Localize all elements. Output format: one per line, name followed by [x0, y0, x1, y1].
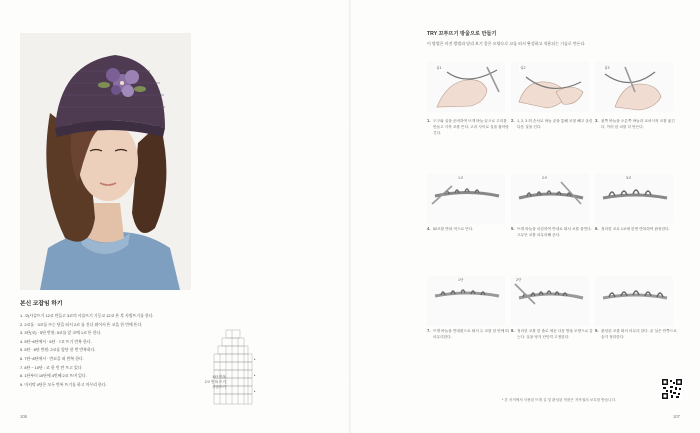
step-description: 1, 2, 3 의 순서로 바늘 끝을 통해 코를 빼고 올린 다음 실을 건다. — [517, 119, 593, 130]
stitch-illustration — [427, 276, 505, 326]
step-number: 9. — [595, 328, 599, 333]
model-photo — [20, 33, 191, 290]
step-card — [595, 276, 673, 326]
step-description: 정리한 코로 1코에 한번 반복하여 완성한다. — [601, 227, 670, 231]
step-item: 3. 3단(코) · 5단 반원: 5코를 앞 코에 1코 뜬 한다. — [20, 330, 102, 336]
step-description: 왼쪽 바늘을 오른쪽 바늘과 교차시켜 코를 옮긴다. 이어 한 코를 더 만든다. — [601, 119, 675, 130]
step-description: 완성된 코를 떠서 마무리 한다. 끝 실은 안쪽으로 숨겨 정리한다. — [601, 329, 677, 340]
step-description: 도구와 실을 준비하여 뜨개 바늘 끝으로 고리를 만들고 시작 코를 뜬다. 고리 사이로 실을 잡아당긴다. — [433, 119, 509, 136]
step-number: 8. — [511, 328, 515, 333]
stitch-illustration — [595, 174, 673, 224]
step-item: 4. 5단~6단에서 · 6단 · 7코 뜨기 반복 한다. — [20, 338, 92, 344]
illus-tag: 실1 — [436, 66, 442, 70]
svg-text:▸: ▸ — [254, 357, 256, 361]
step-description: 정리한 코를 한 줄로 세운 다음 방울 모양으로 감는다. 실을 당겨 단단히 고정한다. — [517, 329, 593, 340]
right-title: TRY 꼬투뜨기 방울으로 만들기 — [427, 31, 497, 37]
step-number: 4. — [427, 226, 431, 231]
step-number: 1. — [427, 118, 431, 123]
step-card — [511, 276, 589, 326]
chart-caption: 8단 반복 2코 반복 뜨기 사슬뜨기 — [204, 375, 226, 389]
left-instructions — [20, 298, 220, 389]
hand-illustration — [595, 62, 673, 112]
qr-code-icon[interactable] — [661, 378, 683, 400]
right-intro: 이 방법은 이전 방법과 달리 보기 좋은 모양으로 코를 떠서 완성하고 적용되는 기술로 만든다. — [427, 41, 586, 46]
illus-tag: 실2 — [520, 66, 526, 70]
step-card — [595, 62, 673, 112]
illus-tag: 1단 — [458, 278, 464, 282]
knitting-chart — [204, 328, 270, 408]
step-card — [511, 174, 589, 224]
illus-tag: 3코 — [626, 176, 632, 180]
illus-tag: 2코 — [542, 176, 548, 180]
chart-grid — [204, 328, 270, 408]
stitch-illustration — [595, 276, 673, 326]
step-card — [427, 174, 505, 224]
step-item: 1. 코(사슬뜨기 12코 만들고 3코의 사슬뜨기 기둥코 12코 뜬 후 사방뜨기를 한다. — [20, 313, 154, 318]
svg-text:▸: ▸ — [254, 373, 256, 377]
stitch-illustration — [427, 174, 505, 224]
step-item: 8. 1단부터 10단에 4번째 2코 뜨며 있다. — [20, 373, 87, 379]
step-item: 9. 마지막 4단은 모두 반복 뜨기를 하고 마무리 한다. — [20, 381, 107, 387]
illus-tag: 실3 — [604, 66, 610, 70]
hand-illustration — [511, 62, 589, 112]
step-list — [20, 312, 220, 389]
step-item: 2. 2코를 · 3코를 뜨는 단을 떠서 2코 를 건너 뛰어서 뜬 코을 한 번에 뜬다. — [20, 321, 143, 327]
step-number: 6. — [595, 226, 599, 231]
step-item: 6. 7단~8단에서 · 반코을 떠 반복 한다. — [20, 355, 84, 361]
illus-tag: 2단 — [516, 278, 522, 282]
step-card — [427, 276, 505, 326]
step-item: 5. 5단 · 6단 반원: 2코를 앞단 한 번 반복하다. — [20, 347, 96, 353]
page-gutter — [349, 0, 351, 433]
step-item: 7. 8단 ~ 10단 : 코 한 빈 반 뜨고 있다. — [20, 364, 83, 370]
step-description: 뜨개 바늘을 반대편으로 떠서 두 코를 한 번에 떠 마무리한다. — [433, 329, 509, 340]
step-number: 2. — [511, 118, 515, 123]
stitch-illustration — [511, 174, 589, 224]
step-description: 뜨개 바늘을 마감하여 반대로 떠서 코를 줄인다. 고무단 코를 마무리해 준다. — [517, 227, 592, 238]
step-number: 7. — [427, 328, 431, 333]
hand-illustration — [427, 62, 505, 112]
step-card — [511, 62, 589, 112]
step-card — [427, 62, 505, 112]
step-description: 52코를 반복 적으로 뜬다. — [433, 227, 474, 231]
right-header — [427, 30, 667, 47]
step-number: 3. — [595, 118, 599, 123]
footnote: * 본 서적에서 사용된 뜨개 실 및 완성된 작품은 저작권의 보호를 받습니다. — [502, 398, 617, 402]
step-card — [595, 174, 673, 224]
illus-tag: 1코 — [458, 176, 464, 180]
page-number-right: 107 — [673, 414, 680, 419]
svg-text:▸: ▸ — [254, 389, 256, 393]
stitch-illustration — [511, 276, 589, 326]
section-title: 본신 코잡임 하기 — [20, 301, 63, 307]
page-number-left: 106 — [20, 414, 27, 419]
step-number: 5. — [511, 226, 515, 231]
